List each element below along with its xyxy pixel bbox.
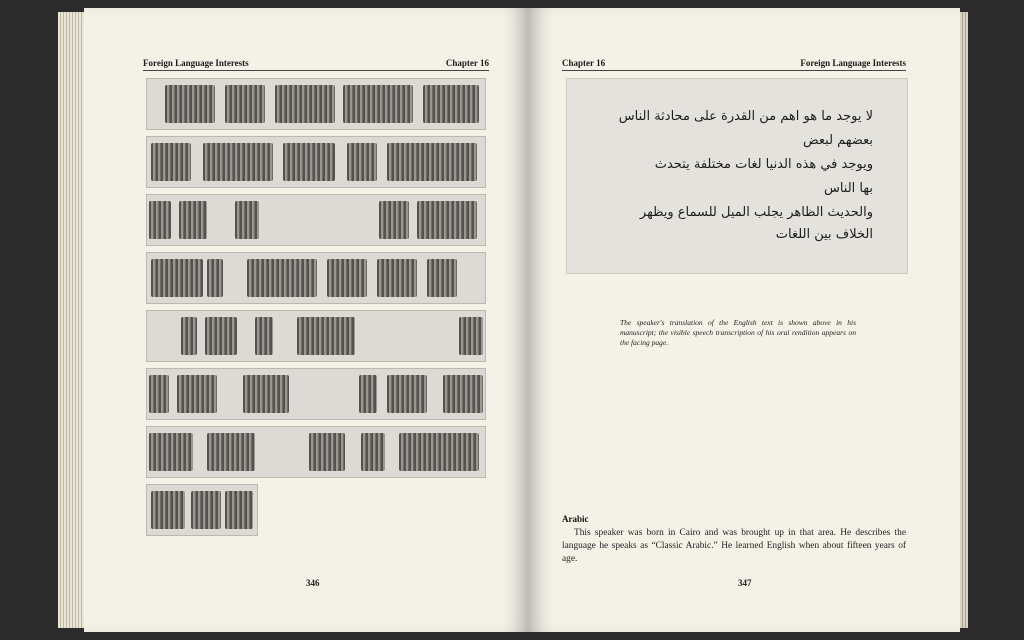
arabic-line: والحديث الظاهر يجلب الميل للسماع ويظهر bbox=[639, 205, 873, 220]
running-head-title: Foreign Language Interests bbox=[800, 58, 906, 68]
figure-caption: The speaker's translation of the English text is shown above in his manuscript; the visible speech transcription of his oral rendition appears on the facing page. bbox=[620, 318, 856, 347]
spectrogram-strip bbox=[146, 310, 486, 362]
spectrogram-strip bbox=[146, 252, 486, 304]
running-head-chapter: Chapter 16 bbox=[445, 58, 489, 68]
arabic-line: ويوجد في هذه الدنيا لغات مختلفة يتحدث bbox=[654, 157, 873, 172]
arabic-line: الخلاف بين اللغات bbox=[775, 227, 873, 242]
page-edges-right bbox=[960, 12, 968, 628]
right-page bbox=[528, 8, 960, 632]
left-page bbox=[84, 8, 528, 632]
arabic-manuscript bbox=[566, 78, 908, 274]
spectrogram-strip bbox=[146, 368, 486, 420]
running-head-left-page bbox=[143, 52, 489, 71]
page-number: 347 bbox=[738, 578, 752, 588]
spectrogram-figure bbox=[146, 78, 486, 542]
arabic-line: بها الناس bbox=[823, 181, 873, 196]
spectrogram-strip bbox=[146, 426, 486, 478]
running-head-right-page bbox=[562, 52, 906, 71]
spectrogram-strip bbox=[146, 78, 486, 130]
spectrogram-strip bbox=[146, 136, 486, 188]
running-head-chapter: Chapter 16 bbox=[562, 58, 606, 68]
section-title: Arabic bbox=[562, 514, 589, 524]
page-number: 346 bbox=[306, 578, 320, 588]
open-book bbox=[58, 8, 968, 632]
arabic-line: بعضهم لبعض bbox=[802, 133, 873, 148]
spectrogram-strip bbox=[146, 194, 486, 246]
body-paragraph: This speaker was born in Cairo and was brought up in that area. He describes the language he speaks as “Classic Arabic.” He learned English when about fifteen years of age. bbox=[562, 528, 906, 564]
running-head-title: Foreign Language Interests bbox=[143, 58, 249, 68]
spectrogram-strip bbox=[146, 484, 258, 536]
arabic-line: لا يوجد ما هو اهم من القدرة على محادثة الناس bbox=[618, 109, 873, 124]
